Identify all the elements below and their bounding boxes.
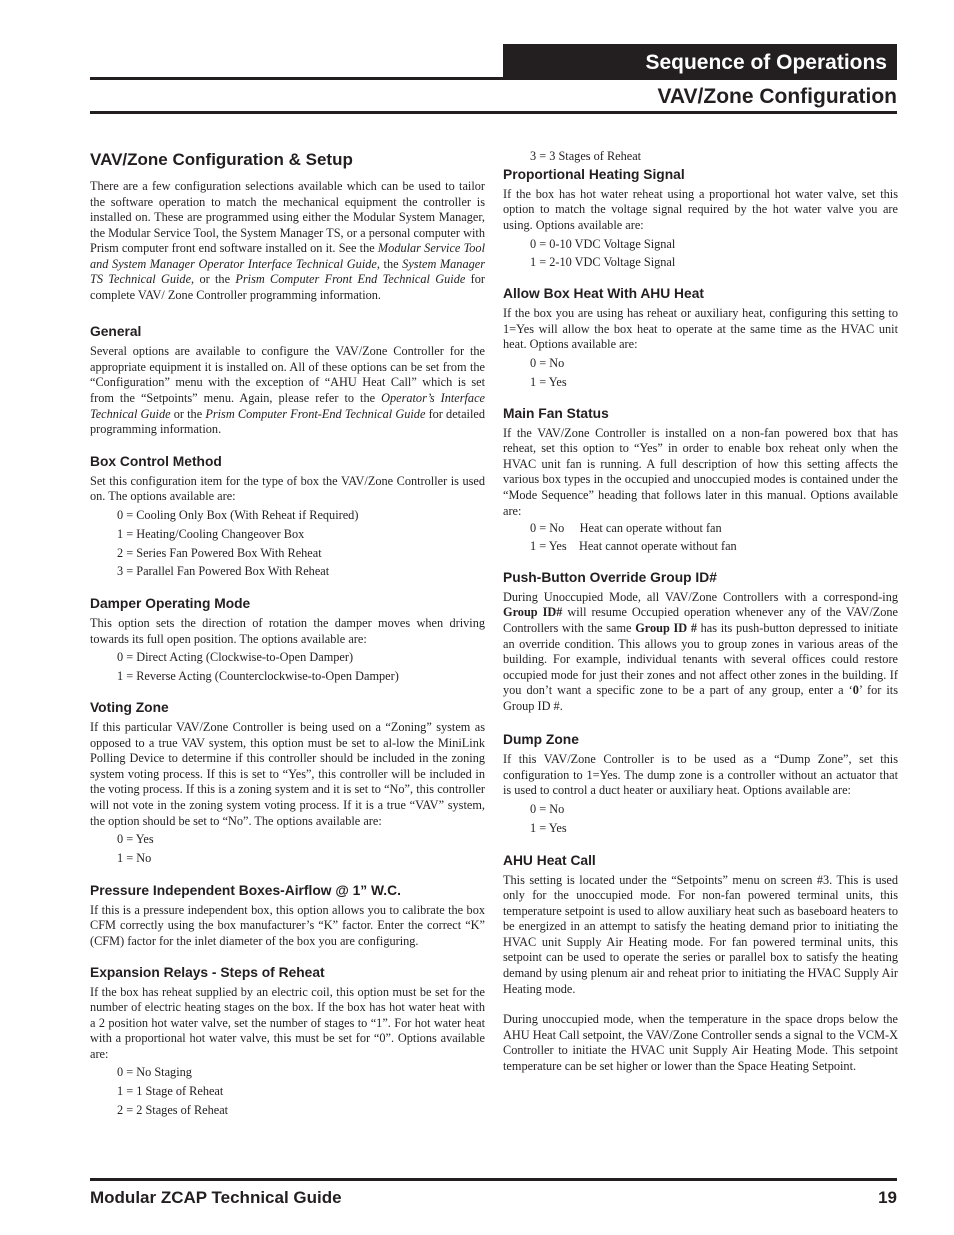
box-control-paragraph: Set this configuration item for the type of box the VAV/Zone Controller is used on. The options available are: <box>90 473 485 504</box>
main-fan-option: 1 = Yes Heat cannot operate without fan <box>530 539 737 553</box>
dump-zone-heading: Dump Zone <box>503 732 579 748</box>
header-rule-bottom <box>90 111 897 114</box>
dump-zone-option: 1 = Yes <box>530 820 567 835</box>
pressure-paragraph: If this is a pressure independent box, this option allows you to calibrate the box CFM correctly using the box manufacturer’s “K” factor. Enter the correct “K” (CFM) factor for the inlet diameter of the box you are configuring. <box>90 902 485 949</box>
voting-paragraph: If this particular VAV/Zone Controller is being used on a “Zoning” system as opposed to a true VAV system, this option must be set to al-low the MiniLink Polling Device to determine if this controller should be included in the zoning system voting process. If this is set to “Yes”, this controller will be included in the voting process. If this is a zoning system and it is set to “No”, this controller will not vote in the zoning system voting process. If it is a true “VAV” system, the option should be set to “No”. The options available are: <box>90 720 485 828</box>
expansion-option-continued: 3 = 3 Stages of Reheat <box>530 149 642 163</box>
intro-paragraph: There are a few configuration selections available which can be used to tailor the software operation to match the mechanical equipment the controller is installed on. These are programmed using either the Modular System Manager, the Modular Service Tool, the System Manager TS, or a personal computer with Prism computer front end software installed on it. See the Modular Service Tool and System Manager Operator Interface Technical Guide, the System Manager TS Technical Guide, or the Prism Computer Front End Technical Guide for complete VAV/ Zone Controller programming information. <box>90 179 486 302</box>
proportional-heading: Proportional Heating Signal <box>503 166 685 182</box>
pressure-heading: Pressure Independent Boxes-Airflow @ 1” W.C. <box>90 882 401 898</box>
section-title-bar <box>503 44 897 78</box>
dump-zone-option: 0 = No <box>530 801 565 816</box>
push-button-paragraph: During Unoccupied Mode, all VAV/Zone Controllers with a correspond-ing Group ID# will resume Occupied operation whenever any of the VAV/Zone Controllers with the same Group ID # has its push-button depressed to initiate an override condition. This allows you to group zones in various areas of the building. For example, individual tenants with several offices could restore occupied mode for just their zones and not affect other zones in the building. If you don’t want a specific zone to be a part of any group, enter a ‘0’ for its Group ID #. <box>503 589 899 713</box>
expansion-paragraph: If the box has reheat supplied by an electric coil, this option must be set for the number of electric heating stages on the box. If the box has hot water heat with a 2 position hot water valve, set the number of stages to “1”. For hot water heat with a proportional hot water valve, this must be set for “0”. Options available are: <box>90 984 485 1061</box>
header-rule-top <box>90 77 897 80</box>
voting-option: 1 = No <box>117 851 152 866</box>
proportional-option: 0 = 0-10 VDC Voltage Signal <box>530 236 676 251</box>
allow-box-heat-option: 0 = No <box>530 356 565 370</box>
main-fan-heading: Main Fan Status <box>503 405 609 421</box>
main-heading: VAV/Zone Configuration & Setup <box>90 150 353 169</box>
box-control-option: 1 = Heating/Cooling Changeover Box <box>117 526 305 541</box>
expansion-option: 1 = 1 Stage of Reheat <box>117 1084 224 1099</box>
damper-option: 0 = Direct Acting (Clockwise-to-Open Damper) <box>117 650 354 665</box>
footer-title: Modular ZCAP Technical Guide <box>90 1188 342 1207</box>
subsection-title: VAV/Zone Configuration <box>657 85 897 108</box>
allow-box-heat-heading: Allow Box Heat With AHU Heat <box>503 286 704 302</box>
allow-box-heat-paragraph: If the box you are using has reheat or auxiliary heat, configuring this setting to 1=Yes will allow the box heat to operate at the same time as the HVAC unit heat. Options available are: <box>503 306 898 352</box>
push-button-heading: Push-Button Override Group ID# <box>503 569 717 585</box>
right-column <box>503 148 898 1074</box>
page-number: 19 <box>878 1188 897 1207</box>
damper-heading: Damper Operating Mode <box>90 596 251 612</box>
ahu-heat-paragraph: This setting is located under the “Setpoints” menu on screen #3. This is used only for the unoccupied mode. For non-fan powered terminal units, this temperature setpoint is used to allow auxiliary heat such as baseboard heaters to be energized in an attempt to satisfy the heating demand prior to initiating the HVAC unit Supply Air Heating mode. For fan powered terminal units, this setpoint can be used to operate the series or parallel box to satisfy the heating demand by using plenum air and reheat prior to initiating the HVAC Supply Air Heating mode. <box>503 872 898 996</box>
footer-rule <box>90 1178 897 1181</box>
box-control-heading: Box Control Method <box>90 453 222 469</box>
main-fan-paragraph: If the VAV/Zone Controller is installed on a non-fan powered box that has reheat, set this option to “Yes” in order to enable box reheat only when the HVAC unit fan is running. A full description of how this setting affects the various box types in the occupied and unoccupied modes is contained under the “Mode Sequence” heading that follows later in this manual. Options available are: <box>503 425 898 518</box>
proportional-option: 1 = 2-10 VDC Voltage Signal <box>530 255 676 270</box>
general-paragraph: Several options are available to configure the VAV/Zone Controller for the appropriate equipment it is installed on. All of these options can be set from the “Configuration” menu with the exception of “AHU Heat Call” which is set from the “Setpoints” menu. Again, please refer to the Operator’s Interface Technical Guide or the Prism Computer Front-End Technical Guide for detailed programming information. <box>90 344 485 437</box>
box-control-option: 3 = Parallel Fan Powered Box With Reheat <box>117 564 330 579</box>
ahu-heat-paragraph-2: During unoccupied mode, when the temperature in the space drops below the AHU Heat Call setpoint, the VAV/Zone Controller sends a signal to the VCM-X Controller to initiate the HVAC unit Supply Air Heating Mode. This setpoint temperature can be set higher or lower than the Space Heating Setpoint. <box>503 1012 898 1073</box>
damper-paragraph: This option sets the direction of rotation the damper moves when driving towards its full open position. The options available are: <box>90 616 485 646</box>
box-control-option: 0 = Cooling Only Box (With Reheat if Required) <box>117 507 359 522</box>
proportional-paragraph: If the box has hot water reheat using a proportional hot water valve, set this option to match the voltage signal required by the hot water valve you are using. Options available are: <box>503 186 898 232</box>
voting-option: 0 = Yes <box>117 832 154 847</box>
dump-zone-paragraph: If this VAV/Zone Controller is to be used as a “Dump Zone”, set this configuration to 1=Yes. The dump zone is a controller without an actuator that is used to control a duct heater or auxiliary heat. Options available are: <box>503 752 898 798</box>
left-column <box>90 148 485 1119</box>
box-control-option: 2 = Series Fan Powered Box With Reheat <box>117 545 322 560</box>
main-fan-option: 0 = No Heat can operate without fan <box>530 521 722 536</box>
ahu-heat-heading: AHU Heat Call <box>503 852 596 868</box>
general-heading: General <box>90 324 142 340</box>
section-title: Sequence of Operations <box>645 51 887 74</box>
expansion-option: 2 = 2 Stages of Reheat <box>117 1103 229 1118</box>
voting-heading: Voting Zone <box>90 700 169 716</box>
expansion-heading: Expansion Relays - Steps of Reheat <box>90 964 325 980</box>
expansion-option: 0 = No Staging <box>117 1065 192 1080</box>
allow-box-heat-option: 1 = Yes <box>530 374 567 389</box>
damper-option: 1 = Reverse Acting (Counterclockwise-to-Open Damper) <box>117 669 399 684</box>
